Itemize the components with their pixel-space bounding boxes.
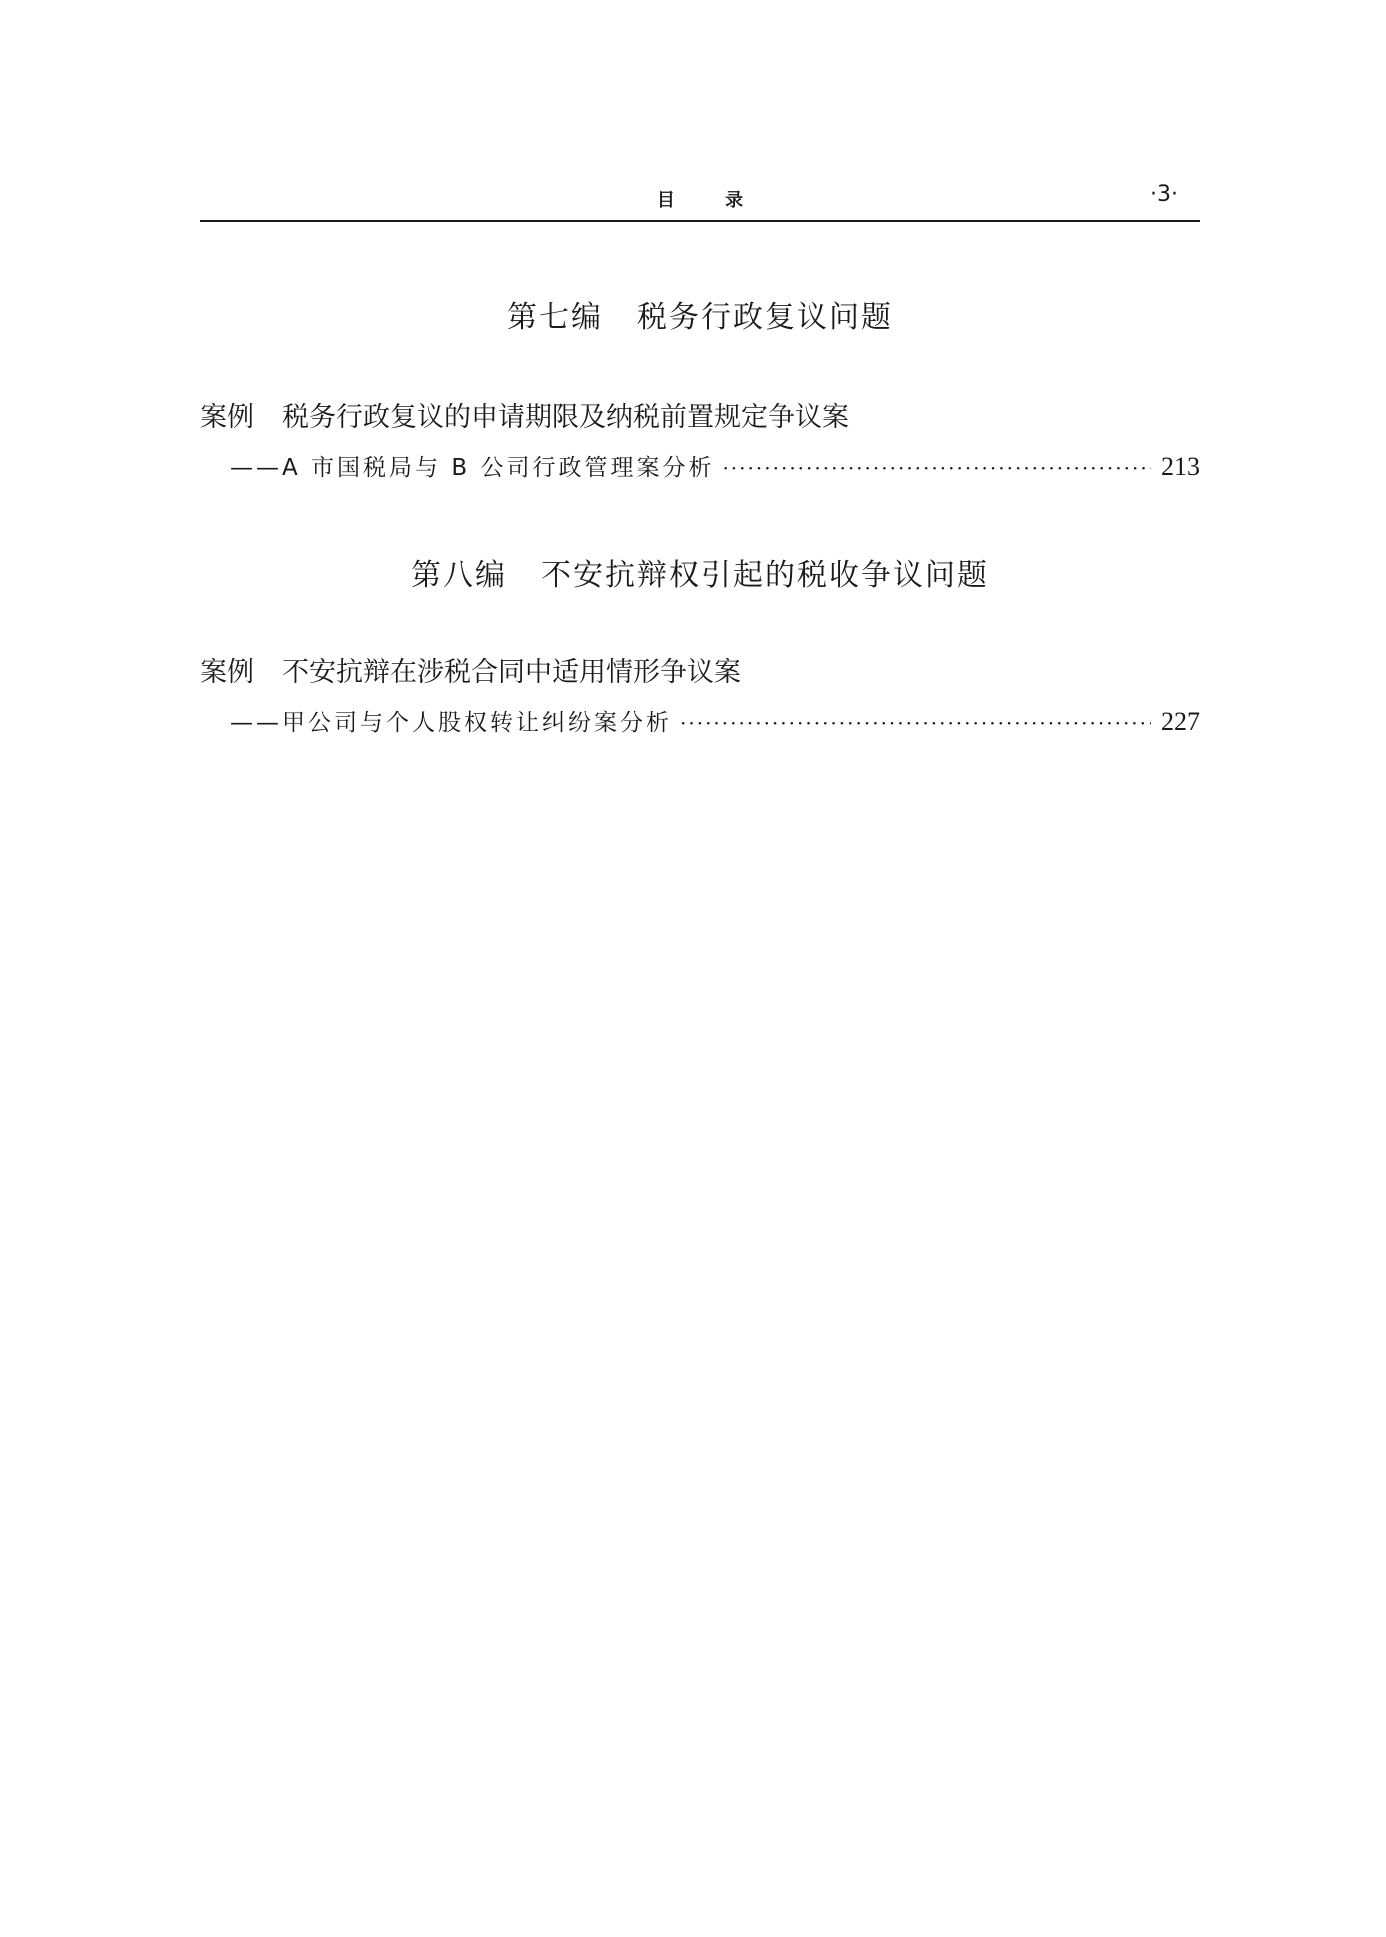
entry-subtitle-line [200,703,1200,741]
entry-page-number[interactable]: 227 [1161,707,1200,736]
part-number: 第八编 [411,558,507,593]
toc-entry-8[interactable] [200,653,1200,741]
part-heading-7 [200,292,1200,336]
entry-label: 案例 [200,657,254,688]
running-header [200,180,1200,222]
part-heading-8 [200,550,1200,594]
entry-title: 税务行政复议的申请期限及纳税前置规定争议案 [282,402,849,433]
entry-subtitle: ——A 市国税局与 B 公司行政管理案分析 [230,455,715,481]
entry-title-line [200,653,1200,693]
entry-label: 案例 [200,402,254,433]
entry-title: 不安抗辩在涉税合同中适用情形争议案 [282,657,741,688]
dot-leader [722,449,1151,487]
entry-title-line [200,398,1200,438]
entry-subtitle: ——甲公司与个人股权转让纠纷案分析 [230,710,672,736]
toc-entry-7[interactable] [200,398,1200,486]
part-number: 第七编 [507,300,603,335]
part-title: 不安抗辩权引起的税收争议问题 [541,558,989,593]
entry-page-number[interactable]: 213 [1161,452,1200,481]
dot-leader [680,704,1151,742]
header-title: 目 录 [656,190,766,211]
part-title: 税务行政复议问题 [637,300,893,335]
header-page-number: ·3· [1150,182,1178,207]
entry-subtitle-line [200,448,1200,486]
